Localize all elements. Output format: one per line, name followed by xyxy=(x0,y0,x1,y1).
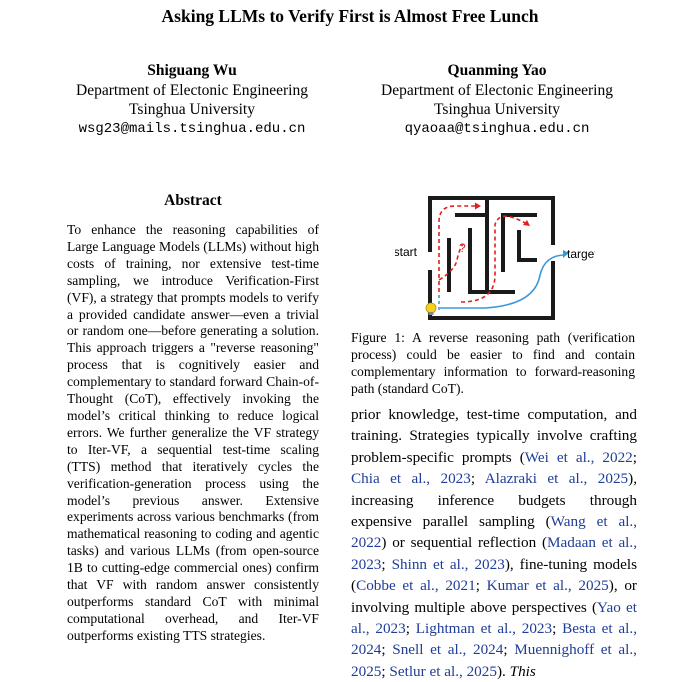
citation-link[interactable]: Shinn et al., 2023 xyxy=(391,555,505,573)
body-text-italic: This xyxy=(509,662,536,680)
body-text-span: ; xyxy=(405,620,416,638)
body-text-span: ; xyxy=(503,641,515,659)
target-label: target xyxy=(567,247,595,261)
maze-wall xyxy=(519,232,535,260)
author-department: Department of Electonic Engineering xyxy=(381,81,613,99)
figure-1 xyxy=(395,180,595,330)
author-email[interactable]: wsg23@mails.tsinghua.edu.cn xyxy=(78,120,306,137)
body-text-span: ), increasing inference budgets through expensive parallel sampling ( xyxy=(351,470,638,531)
body-text-span: ), or involving multiple above perspectives ( xyxy=(351,577,637,616)
citation-link[interactable]: Chia et al., 2023 xyxy=(351,470,471,488)
citation-link[interactable]: Wei et al., 2022 xyxy=(524,448,633,466)
maze-wall xyxy=(430,198,553,243)
body-text-span: ; xyxy=(470,470,485,488)
body-text-span: ; xyxy=(381,662,390,680)
figure-caption: Figure 1: A reverse reasoning path (verification process) could be easier to find and contain complementary information to forward-reasoning path (standard CoT). xyxy=(351,330,635,396)
body-text-span: prior knowledge, test-time computation, and training. Strategies typically involve crafting problem-specific prompts ( xyxy=(351,406,637,466)
maze-diagram xyxy=(395,180,595,330)
author-block-1 xyxy=(67,61,317,139)
citation-link[interactable]: Cobbe et al., 2021 xyxy=(356,577,476,595)
paper-title: Asking LLMs to Verify First is Almost Free Lunch xyxy=(161,6,539,26)
maze-wall xyxy=(470,230,513,292)
citation-link[interactable]: Setlur et al., 2025 xyxy=(389,662,497,680)
citation-link[interactable]: Alazraki et al., 2025 xyxy=(484,470,629,488)
author-name: Shiguang Wu xyxy=(147,62,237,79)
body-text-span: ; xyxy=(381,555,392,573)
question-mark: ? xyxy=(459,241,466,255)
author-university: Tsinghua University xyxy=(434,101,560,118)
body-text-span: ; xyxy=(632,448,638,466)
citation-link[interactable]: Snell et al., 2024 xyxy=(392,641,504,659)
body-text-span: ; xyxy=(475,577,487,595)
start-label: start xyxy=(395,245,417,259)
body-text-span: ; xyxy=(552,620,563,638)
lightbulb-icon xyxy=(426,303,436,315)
body-paragraph xyxy=(351,404,637,682)
abstract-text: To enhance the reasoning capabilities of Large Language Models (LLMs) without high costs of training, nor extensive test-time sampling, we introduce Verification-First (VF), a strategy that prompts models to verify a provided candidate answer—even a trivial or random one—before generating a solution. This approach triggers a "reverse reasoning" process that is cognitively easier and complementary to standard forward Chain-of-Thought (CoT), effectively invoking the model’s critical thinking to reduce logical errors. We further generalize the VF strategy to Iter-VF, a sequential test-time scaling (TTS) method that iteratively cycles the verification-generation process using the model’s previous answer. Extensive experiments across various benchmarks (from mathematical reasoning to coding and agentic tasks) and various LLMs (from open-source 1B to cutting-edge commercial ones) confirm that VF with random answer consistently outperforms standard CoT with minimal computational overhead, and Iter-VF outperforms existing TTS strategies. xyxy=(67,222,319,643)
forward-arrowhead xyxy=(475,203,481,210)
body-text-span: ) or sequential reflection ( xyxy=(381,534,548,552)
author-department: Department of Electonic Engineering xyxy=(76,81,308,99)
body-text-span: ; xyxy=(381,641,393,659)
author-university: Tsinghua University xyxy=(129,101,255,118)
citation-link[interactable]: Lightman et al., 2023 xyxy=(415,620,553,638)
author-name: Quanming Yao xyxy=(447,62,547,79)
citation-link[interactable]: Madaan et al., 2023 xyxy=(351,534,637,573)
citation-link[interactable]: Kumar et al., 2025 xyxy=(486,577,609,595)
citation-link[interactable]: Muennighoff et al., 2025 xyxy=(351,641,637,680)
author-email[interactable]: qyaoaa@tsinghua.edu.cn xyxy=(404,120,590,137)
citation-link[interactable]: Wang et al., 2022 xyxy=(351,513,638,552)
citation-link[interactable]: Besta et al., 2024 xyxy=(351,620,637,659)
abstract-heading: Abstract xyxy=(164,192,222,209)
body-text-span: ). xyxy=(496,662,510,680)
body-text-span: ), fine-tuning models ( xyxy=(351,555,637,595)
citation-link[interactable]: Yao et al., 2023 xyxy=(351,598,637,638)
author-block-2 xyxy=(367,61,627,139)
